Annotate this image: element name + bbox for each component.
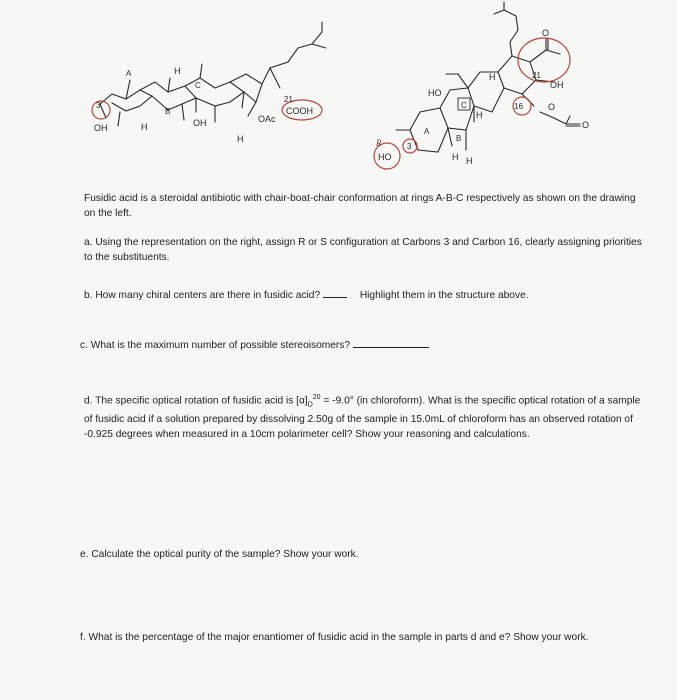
h-label: H — [141, 122, 148, 132]
question-b — [84, 286, 644, 303]
structure-drawing — [0, 0, 677, 190]
h-label: H — [174, 66, 181, 76]
answer-blank-c[interactable] — [353, 336, 429, 348]
intro-text: Fusidic acid is a steroidal antibiotic with chair-boat-chair conformation at rings A-B-C respectively as shown on the drawing on the left. — [84, 193, 636, 219]
ring-c-label: C — [195, 81, 201, 90]
question-c-text: c. What is the maximum number of possible stereoisomers? — [80, 340, 351, 351]
ring-a-label: A — [424, 127, 430, 136]
oac-label: OAc — [258, 114, 276, 124]
ring-c-label: C — [461, 101, 467, 110]
oh-label: OH — [193, 118, 207, 128]
oxygen-label: O — [582, 120, 590, 130]
right-structure-labels — [375, 28, 589, 166]
question-a-text: a. Using the representation on the right, assign R or S configuration at Carbons 3 and Carbon 16, clearly assigning priorities to the substituents. — [84, 237, 642, 263]
answer-blank-b[interactable] — [323, 286, 347, 298]
ring-a-label: A — [126, 69, 132, 78]
question-b-instruction: Highlight them in the structure above. — [359, 290, 529, 301]
cooh-label: COOH — [286, 106, 313, 116]
oxygen-label: O — [548, 102, 556, 112]
h-label: H — [466, 156, 473, 166]
oh-label: OH — [550, 80, 564, 90]
h-label: H — [476, 110, 483, 120]
rotation-subscript: D — [307, 401, 313, 409]
question-d — [84, 390, 649, 442]
question-a — [84, 235, 644, 265]
question-f — [80, 630, 640, 645]
ring-b-label: B — [165, 107, 171, 116]
oxygen-label: O — [542, 28, 550, 38]
ho-label: HO — [378, 152, 392, 162]
fusidic-acid-structures — [0, 0, 677, 190]
h-label: H — [452, 152, 459, 162]
carbon-3-label: 3 — [96, 101, 101, 110]
handwritten-r-label: R — [376, 138, 382, 148]
question-b-text: b. How many chiral centers are there in fusidic acid? — [84, 290, 321, 301]
h-label: H — [489, 72, 496, 82]
carbon-21-label: 21 — [284, 95, 293, 104]
rotation-superscript: 20 — [312, 394, 321, 401]
question-e — [80, 547, 640, 562]
question-d-text-continued: = -9.0° (in chloroform). What is the specific optical rotation of a sample of fusidic acid if a solution prepared by dissolving 2.50g of the sample in 15.0mL of chloroform has an observed rotation of -0.925 degrees when measured in a 10cm polarimeter cell? Show your reasoning and calculations. — [84, 395, 641, 441]
intro-paragraph — [84, 191, 644, 221]
question-e-text: e. Calculate the optical purity of the sample? Show your work. — [80, 549, 359, 560]
ring-b-label: B — [456, 134, 462, 143]
oh-label: OH — [94, 123, 108, 133]
carbon-21-label: 21 — [532, 71, 541, 80]
question-f-text: f. What is the percentage of the major enantiomer of fusidic acid in the sample in parts d and e? Show your work. — [80, 632, 589, 643]
carbon-16-label: 16 — [514, 102, 523, 111]
left-structure-labels — [94, 66, 313, 144]
question-d-text: d. The specific optical rotation of fusidic acid is [α] — [84, 395, 308, 407]
carbon-3-label: 3 — [407, 142, 412, 151]
question-c — [80, 336, 640, 353]
ho-label: HO — [428, 88, 442, 98]
h-label: H — [237, 134, 244, 144]
